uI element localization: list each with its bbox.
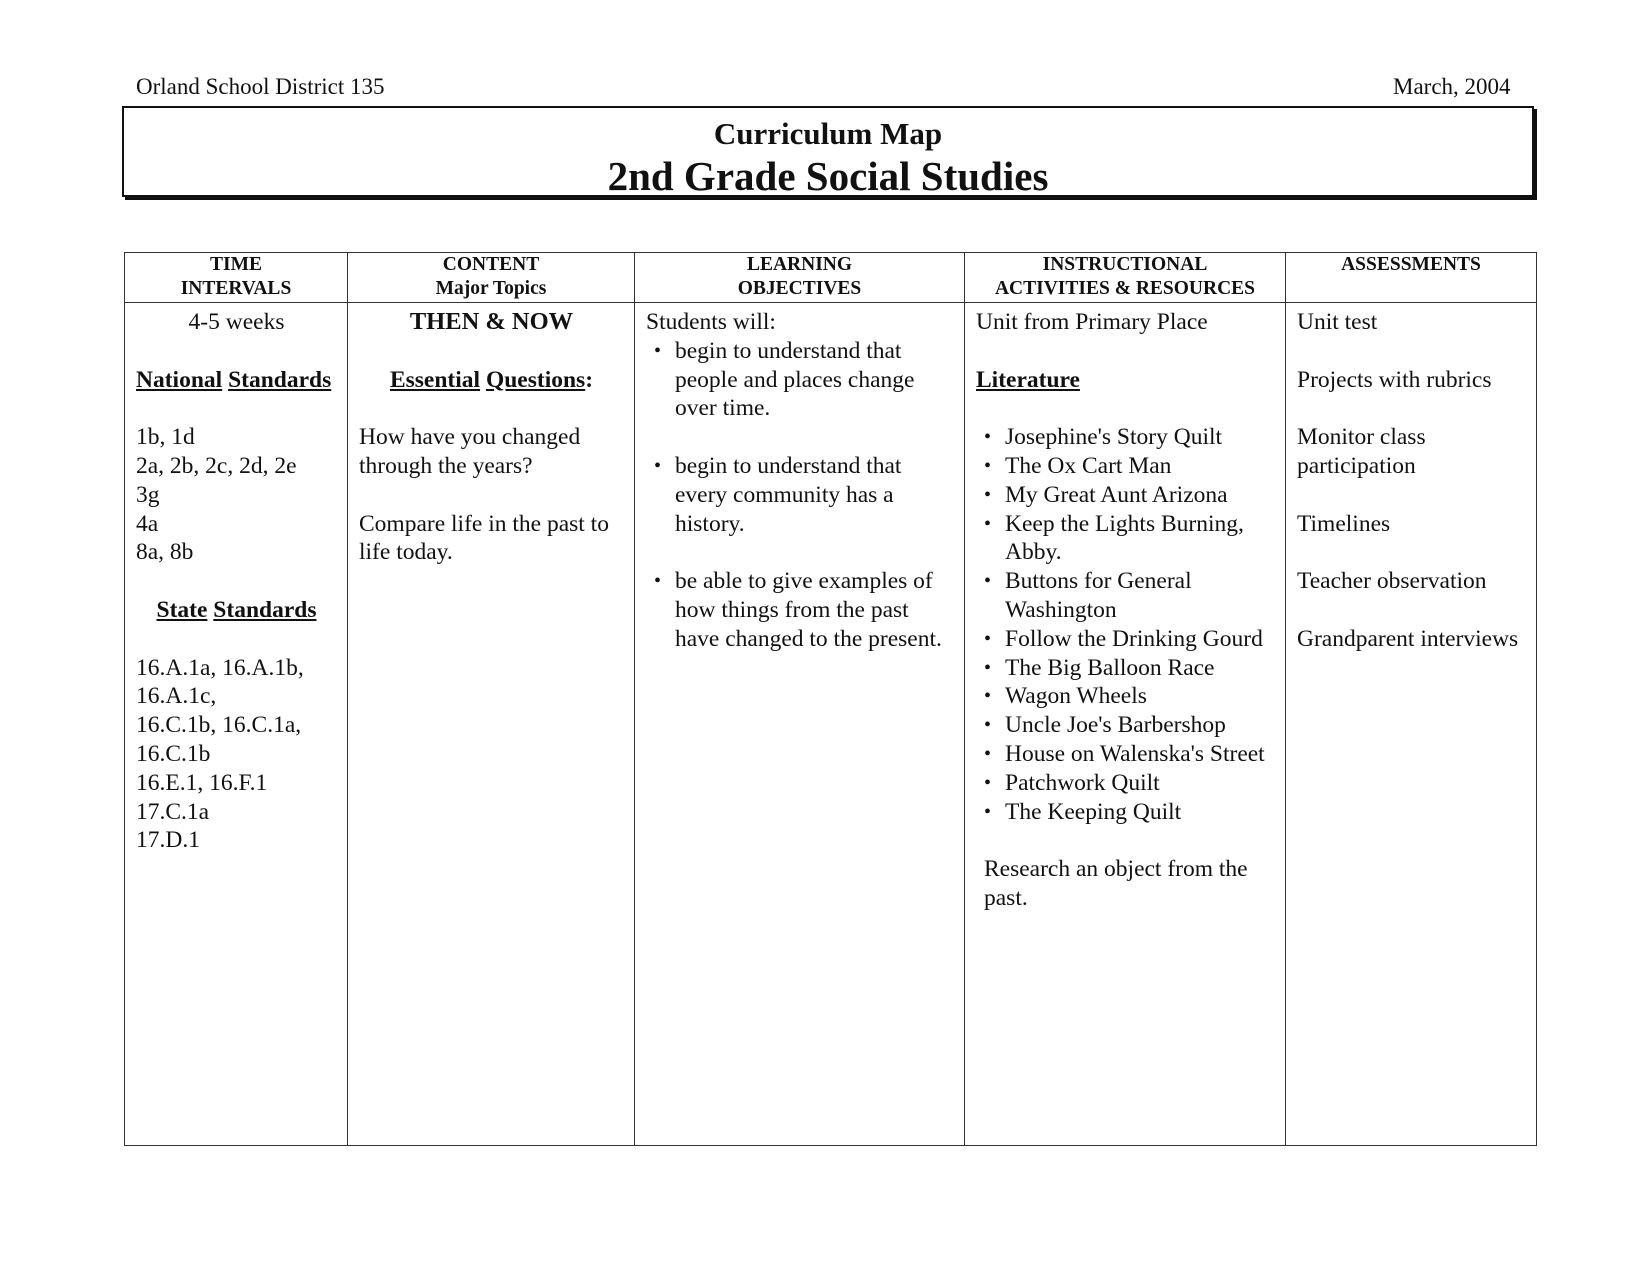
assessment-item: Monitor class participation [1297,424,1426,479]
curriculum-table [124,252,1537,1146]
column-header-objectives [635,253,965,303]
column-header-time [125,253,348,303]
list-item: • The Big Balloon Race [976,654,1275,683]
national-label: National [136,366,223,393]
essential-label: Essential [389,366,481,393]
column-header-line: ASSESSMENTS [1341,254,1481,275]
objectives-cell [635,303,965,1146]
state-label: State [156,596,208,623]
objectives-intro: Students will: [646,309,776,335]
district-name: Orland School District 135 [136,74,385,99]
column-header-line: INTERVALS [180,278,292,299]
topic-title: THEN & NOW [409,308,574,335]
table-header-row [125,253,1537,303]
list-item: • Keep the Lights Burning, Abby. [976,510,1275,568]
column-header-assessments [1286,253,1537,303]
document-title: Curriculum Map [713,116,943,151]
duration: 4-5 weeks [188,309,285,335]
colon: : [585,366,594,393]
column-header-content [348,253,635,303]
list-item: • The Keeping Quilt [976,798,1275,827]
state-standard: 16.A.1a, 16.A.1b, [136,654,304,681]
assessment-item: Unit test [1297,309,1378,335]
essential-question: Compare life in the past to life today. [359,510,609,566]
standards-label: Standards [213,596,317,623]
column-header-line: Major Topics [435,278,547,299]
national-standard: 2a, 2b, 2c, 2d, 2e [136,452,297,479]
column-header-line: ACTIVITIES & RESOURCES [994,278,1256,299]
list-item: • House on Walenska's Street [976,740,1275,769]
research-activity: Research an object from the past. [984,856,1248,911]
assessment-item: Grandparent interviews [1297,625,1519,652]
table-row [125,303,1537,1146]
list-item: • begin to understand that people and places change over time. [646,337,954,423]
national-standard: 1b, 1d [136,424,195,451]
column-header-line: INSTRUCTIONAL [1042,254,1208,275]
literature-list [976,423,1275,826]
column-header-line: OBJECTIVES [737,278,862,299]
questions-label: Questions [485,366,586,393]
activities-cell [965,303,1286,1146]
column-header-line: TIME [209,254,262,275]
title-box [122,106,1534,197]
list-item: • The Ox Cart Man [976,452,1275,481]
essential-questions-heading [359,366,624,395]
list-item: • Buttons for General Washington [976,567,1275,625]
time-intervals-cell [125,303,348,1146]
national-standard: 8a, 8b [136,539,194,566]
national-standard: 3g [136,481,160,508]
unit-source: Unit from Primary Place [976,309,1208,335]
content-cell [348,303,635,1146]
state-standard: 17.D.1 [136,827,200,854]
list-item: • Wagon Wheels [976,682,1275,711]
essential-question: How have you changed through the years? [359,424,581,479]
document-date: March, 2004 [1393,74,1511,99]
national-standards-heading [136,366,337,395]
list-item: • My Great Aunt Arizona [976,481,1275,510]
document-subtitle: 2nd Grade Social Studies [607,153,1049,199]
objectives-list [646,567,954,653]
assessments-cell [1286,303,1537,1146]
literature-heading: Literature [976,366,1080,393]
state-standard: 16.A.1c, [136,683,217,710]
state-standard: 16.C.1b, 16.C.1a, [136,712,302,739]
list-item: • Uncle Joe's Barbershop [976,711,1275,740]
assessment-item: Timelines [1297,510,1391,537]
list-item: • Follow the Drinking Gourd [976,625,1275,654]
assessment-item: Projects with rubrics [1297,366,1492,393]
state-standard: 17.C.1a [136,798,210,825]
objectives-list [646,337,954,423]
list-item: • begin to understand that every community has a history. [646,452,954,538]
list-item: • Patchwork Quilt [976,769,1275,798]
column-header-line: CONTENT [442,254,540,275]
national-standard: 4a [136,510,159,537]
state-standard: 16.E.1, 16.F.1 [136,769,268,796]
state-standards-heading [136,596,337,625]
standards-label: Standards [228,366,332,393]
list-item: • Josephine's Story Quilt [976,423,1275,452]
column-header-activities [965,253,1286,303]
list-item: • be able to give examples of how things from the past have changed to the present. [646,567,954,653]
state-standard: 16.C.1b [136,740,211,767]
assessment-item: Teacher observation [1297,568,1487,595]
column-header-line: LEARNING [746,254,853,275]
objectives-list [646,452,954,538]
